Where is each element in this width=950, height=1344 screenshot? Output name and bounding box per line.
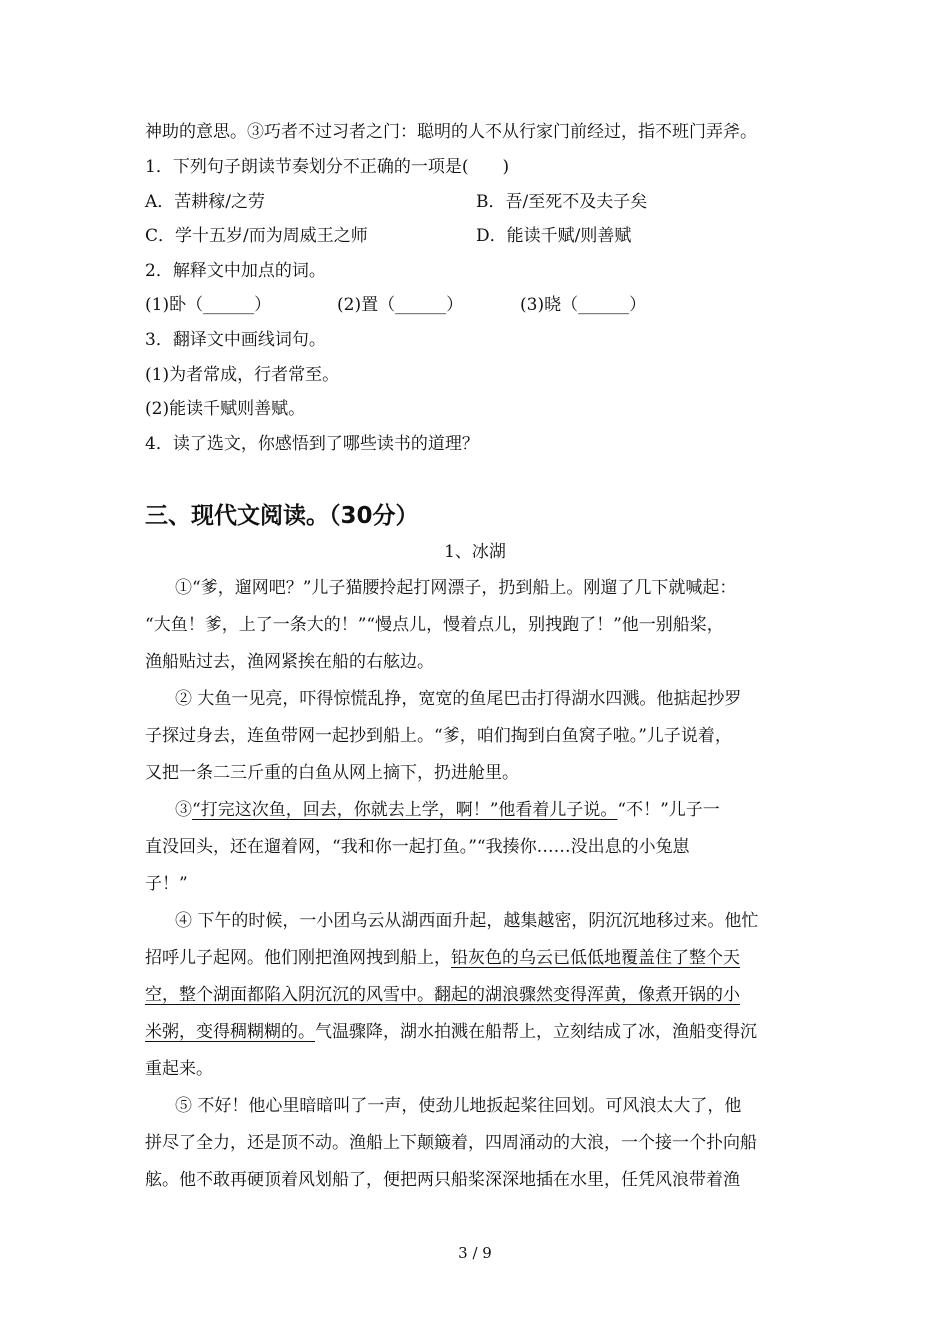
paragraph-line <box>145 947 740 969</box>
paragraph-line: 子！” <box>145 874 188 894</box>
text-run: 气温骤降，湖水拍溅在船帮上，立刻结成了冰，渔船变得沉 <box>315 1022 757 1042</box>
q1-option-d: D．能读千赋/则善赋 <box>476 226 632 246</box>
q2-blank-3: (3)晓（______） <box>520 295 647 315</box>
paragraph-line: 又把一条二三斤重的白鱼从网上摘下，扔进舱里。 <box>145 763 519 783</box>
text-run: “不！”儿子一 <box>617 800 720 820</box>
q2-blank-1: (1)卧（______） <box>145 295 272 315</box>
question-4-stem: 4．读了选文，你感悟到了哪些读书的道理？ <box>145 434 479 454</box>
paragraph-line: ② 大鱼一见亮，吓得惊慌乱挣，宽宽的鱼尾巴击打得湖水四溅。他掂起抄罗 <box>175 689 742 709</box>
paragraph-line: 重起来。 <box>145 1059 213 1079</box>
paragraph-line: ⑤ 不好！他心里暗暗叫了一声，使劲儿地扳起桨往回划。可风浪太大了，他 <box>175 1096 742 1116</box>
paragraph-line: 舷。他不敢再硬顶着风划船了，便把两只船桨深深地插在水里，任凭风浪带着渔 <box>145 1170 740 1190</box>
underlined-sentence: 铅灰色的乌云已低低地覆盖住了整个天 <box>451 948 740 968</box>
question-1-stem: 1．下列句子朗读节奏划分不正确的一项是( ) <box>145 157 510 177</box>
paragraph-line <box>145 1021 757 1043</box>
q1-option-a: A．苦耕稼/之劳 <box>145 192 266 212</box>
paragraph-line: 渔船贴过去，渔网紧挨在船的右舷边。 <box>145 652 434 672</box>
text-line: 神助的意思。③巧者不过习者之门：聪明的人不从行家门前经过，指不班门弄斧。 <box>145 122 757 142</box>
paragraph-line: 直没回头，还在遛着网，“我和你一起打鱼。”“我揍你……没出息的小兔崽 <box>145 837 690 857</box>
q3-sentence-1: (1)为者常成，行者常至。 <box>145 365 340 385</box>
text-run: 招呼儿子起网。他们刚把渔网拽到船上， <box>145 948 451 968</box>
passage-title: 1、冰湖 <box>444 542 506 562</box>
paragraph-line: “大鱼！爹，上了一条大的！”“慢点儿，慢着点儿，别拽跑了！”他一别船桨， <box>145 615 724 635</box>
q3-sentence-2: (2)能读千赋则善赋。 <box>145 399 306 419</box>
q1-option-b: B．吾/至死不及夫子矣 <box>476 192 648 212</box>
page-number: 3 / 9 <box>458 1244 492 1262</box>
underlined-sentence: 米粥，变得稠糊糊的。 <box>145 1022 315 1042</box>
question-2-stem: 2．解释文中加点的词。 <box>145 261 326 281</box>
section-heading: 三、现代文阅读。（30分） <box>145 503 419 529</box>
paragraph-line <box>175 799 720 821</box>
paragraph-line: 拼尽了全力，还是顶不动。渔船上下颠簸着，四周涌动的大浪，一个接一个扑向船 <box>145 1133 757 1153</box>
underlined-sentence: 空，整个湖面都陷入阴沉沉的风雪中。翻起的湖浪骤然变得浑黄，像煮开锅的小 <box>145 985 740 1005</box>
q2-blank-2: (2)置（______） <box>337 295 464 315</box>
underlined-sentence: “打完这次鱼，回去，你就去上学，啊！”他看着儿子说。 <box>192 800 618 820</box>
paragraph-line: ①“爹，遛网吧？”儿子猫腰拎起打网漂子，扔到船上。刚遛了几下就喊起： <box>175 578 737 598</box>
question-3-stem: 3．翻译文中画线词句。 <box>145 330 326 350</box>
q1-option-c: C．学十五岁/而为周威王之师 <box>145 226 368 246</box>
paragraph-number: ③ <box>175 800 192 820</box>
paragraph-line: ④ 下午的时候，一小团乌云从湖西面升起，越集越密，阴沉沉地移过来。他忙 <box>175 911 759 931</box>
paragraph-line: 子探过身去，连鱼带网一起抄到船上。“爹，咱们掏到白鱼窝子啦。”儿子说着， <box>145 726 732 746</box>
